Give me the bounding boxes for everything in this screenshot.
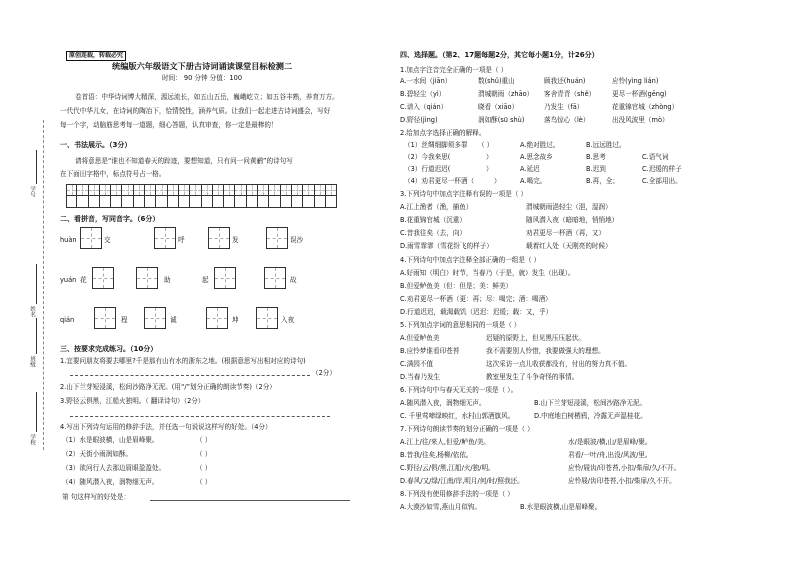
answer-box[interactable]	[208, 227, 230, 249]
s4-q2-1-a[interactable]: A.绝对胜过。	[520, 141, 560, 149]
s4-q6-a[interactable]: A.随风潜入夜，润物细无声。	[400, 399, 486, 407]
s4-q5-a-2: 迟疑的原野上，但见黑压压起伏。	[486, 334, 585, 342]
answer-box[interactable]	[214, 267, 236, 289]
s4-q2-2-paren[interactable]: ）	[486, 153, 493, 161]
student-id-label: 学号	[29, 186, 35, 198]
s4-q8-a[interactable]: A.大漠沙如雪,燕山月似钩。	[400, 503, 482, 511]
s3-q4-answer-2[interactable]: （ ）	[196, 450, 212, 458]
s4-q1-a-2: 数(shǔ)重山	[478, 77, 515, 85]
answer-box[interactable]	[144, 307, 166, 329]
s4-q6-b[interactable]: B.山下兰芽短浸溪，松间沙路净无泥。	[534, 399, 647, 407]
s4-q3-b-2: 随风潜入夜（暗暗地，悄悄地）	[526, 216, 619, 224]
section-4-title: 四、选择题。（第2、17题每题2分，其它每小题1分，计26分）	[400, 51, 599, 59]
school-line	[36, 392, 37, 432]
s4-q2-3-c[interactable]: C.迟缓的样子	[642, 165, 682, 173]
s4-q7-b-1[interactable]: B.昔我/往矣,杨柳/依依。	[400, 451, 473, 459]
s3-q4-item-2: （2）天街小雨润如酥。	[62, 450, 133, 458]
s4-q7-a-1[interactable]: A.江上/往/来人,但爱/鲈鱼/美。	[400, 438, 491, 446]
s4-q3-c-1[interactable]: C.昔我往矣（去，向）	[400, 229, 467, 237]
s3-answer-line-3[interactable]	[70, 416, 330, 417]
s4-q5-a-1[interactable]: A.但爱鲈鱼美	[400, 334, 440, 342]
s4-q2-3-paren[interactable]: ）	[486, 165, 493, 173]
s3-question-4: 4.写出下列诗句运用的修辞手法，并任选一句说说这样写的好处。（4分）	[60, 423, 272, 431]
intro-line-3: 每一个字，动脑筋思考每一道题，细心答题，认真审查，你一定是最棒的！	[60, 121, 278, 129]
s4-q4-b[interactable]: B.但爱鲈鱼美（但：但是；美：鲜美）	[400, 282, 513, 290]
s4-q4: 4.下列诗句中加点字注释全部正确的一组是（ ）	[400, 256, 541, 264]
s4-q3-a-2: 渭城朝雨浥轻尘（浥，湿润）	[526, 203, 612, 211]
intro-line-2: 一代代中华儿女，在诗词的陶冶下，恰情悦性，涵养气质。让我们一起走进古诗词盛会，写好	[60, 107, 331, 115]
word-part: 入夜	[281, 316, 295, 324]
s4-q1-c-2: 晓看（xiāo）	[478, 103, 519, 111]
s4-q2-1-paren[interactable]: （ ）	[478, 141, 494, 149]
section-1-title: 一、书法展示。（3分）	[60, 141, 132, 149]
s4-q4-c[interactable]: C.劝君更尽一杯酒（更：再；尽：喝完；酒：喝酒）	[400, 295, 552, 303]
s4-q3-c-2: 劝君更尽一杯酒（再，又）	[526, 229, 606, 237]
s4-q5-c-2: 这次采访一点儿收获都没有，付出的努力真不值。	[486, 360, 632, 368]
s4-q1-a-3: 顾我还(huán)	[544, 77, 586, 85]
class-label: 班级	[29, 356, 35, 368]
binding-margin	[0, 0, 58, 561]
s4-q4-a[interactable]: A.好雨知（明白）时节，当春乃（于是，就）发生（出现）。	[400, 269, 575, 277]
s4-q7-d-2: 应怜屐/齿印苍苔,小扣/柴扉/久不开。	[568, 477, 676, 485]
s4-q3: 3.下列诗句中加点字注释有误的一项是（ ）	[400, 190, 528, 198]
s4-q7: 7.下列诗句朗读节奏的划分正确的一项是（ ）	[400, 425, 534, 433]
word-part: 坤	[232, 316, 239, 324]
s4-q8-b[interactable]: B.水是眼波横,山是眉峰聚。	[520, 503, 602, 511]
pinyin-yuan: yuán	[60, 276, 77, 284]
s4-q2: 2.给加点字选择正确的解释。	[400, 129, 486, 137]
answer-box[interactable]	[92, 267, 114, 289]
s4-q3-d-1[interactable]: D.雨雪霏霏（雪花纷飞的样子）	[400, 242, 493, 250]
s3-question-1: 1.宜要问朋友将要去哪里?千是那有山有水的浙东之地。(根据意思写出相对应的诗句)	[60, 357, 306, 365]
s3-answer-line-1[interactable]	[70, 375, 310, 376]
s4-q3-a-1[interactable]: A.江上渔者（渔，捕鱼）	[400, 203, 473, 211]
s4-q1-a-4: 应怜(yìng lián)	[612, 77, 659, 85]
s4-q5-b-2: 我不需要别人怜惜，我要做强大的理想。	[486, 347, 605, 355]
s4-q1-d-4: 出没风波里（mò）	[612, 116, 669, 124]
answer-box[interactable]	[264, 267, 286, 289]
s4-q3-d-2: 载着红人处（天刚亮的时候）	[526, 242, 612, 250]
class-line	[36, 318, 37, 354]
section-1-question-line-1: 请将意思是“谁也不知道春天的踪迹，要想知道，只有问一问黄鹂”的诗句写	[75, 157, 293, 165]
answer-box[interactable]	[80, 227, 102, 249]
s4-q5-c-1[interactable]: C.满园不值	[400, 360, 434, 368]
s3-q4-answer-4[interactable]: （ ）	[196, 478, 212, 486]
s4-q7-d-1[interactable]: D.春风/又/绿/江南/岸,明月/何/时/照我还。	[400, 477, 524, 485]
s4-q1-d-3: 落鸟惊心（lè）	[544, 116, 590, 124]
s3-question-2: 2.山下兰芽短浸溪，松间沙路净无泥。(用“/”划分正确的朗读节奏)（2分）	[60, 383, 276, 391]
s4-q8: 8.下列没有使用修辞手法的一项是（ ）	[400, 490, 514, 498]
answer-box[interactable]	[266, 227, 288, 249]
s4-q6: 6.下列诗句中与春天无关的一项是（ ）。	[400, 386, 518, 394]
writing-grid[interactable]	[66, 184, 337, 196]
s4-q1-c-3: 乃发生（fā）	[544, 103, 584, 111]
school-label: 学校	[29, 434, 35, 446]
word-part: 诚	[170, 316, 177, 324]
word-part: 花	[80, 276, 87, 284]
word-part: 发	[232, 236, 239, 244]
s4-q1-c-1[interactable]: C.谱入（qián）	[400, 103, 448, 111]
s4-q2-1-b[interactable]: B.远远胜过。	[586, 141, 626, 149]
s4-q6-d[interactable]: D.中庭地白树栖鸦，冷露无声湿桂花。	[534, 412, 647, 420]
s4-q1-b-4: 更尽一杯酒(gēng)	[612, 90, 667, 98]
name-label: 姓名	[29, 306, 35, 318]
answer-box[interactable]	[136, 267, 158, 289]
s4-q2-3: （3）行道迟迟(	[404, 165, 451, 173]
word-part: 误沙	[290, 236, 304, 244]
pinyin-qian: qián	[60, 316, 75, 324]
s3-q4-answer-3[interactable]: （ ）	[196, 464, 212, 472]
s4-q2-3-b[interactable]: B.迟到	[586, 165, 606, 173]
s4-q2-2-b[interactable]: B.思考	[586, 153, 606, 161]
s3-q4-benefit-line[interactable]	[150, 500, 350, 501]
answer-box[interactable]	[154, 227, 176, 249]
s4-q5-d-2: 教室里发生了斗争奇怪的事情。	[486, 373, 579, 381]
s4-q1-a-1[interactable]: A.一水间（jiān）	[400, 77, 452, 85]
s3-question-3: 3.野径云俱黑，江船火独明。（ 翻译诗句）（2分）	[60, 397, 205, 405]
s4-q2-4-paren[interactable]: ）	[494, 177, 501, 185]
s4-q7-c-1[interactable]: C.野径/云/俱/黑,江船/火/独/明。	[400, 464, 495, 472]
s4-q1-d-2: 润如酥(sū shù)	[478, 116, 525, 124]
word-part: 呼	[178, 236, 185, 244]
s4-q7-c-2: 应怜/屐齿/印苍苔,小扣/柴扉/久/不开。	[568, 464, 681, 472]
s4-q5-d-1[interactable]: D.当春乃发生	[400, 373, 441, 381]
answer-box[interactable]	[206, 307, 228, 329]
s4-q2-1: （1）丝绸细脚须多罪	[404, 141, 468, 149]
word-part: 起	[202, 276, 209, 284]
s3-q4-item-3: （3）欲问行人去那边眉眼盈盈处。	[62, 464, 166, 472]
s3-q1-score: （2分）	[312, 369, 336, 377]
name-line	[36, 264, 37, 304]
s4-q1-b-1[interactable]: B.碧轻尘（yì）	[400, 90, 446, 98]
intro-line-1: 卷首语：中华诗词博大精深，源远流长，如五山五岳，巍峨屹立；如五谷丰熟，养育万方。	[75, 93, 339, 101]
s4-q2-4-a[interactable]: A.喝完。	[520, 177, 547, 185]
s4-q1-b-3: 客舍青青（shě）	[544, 90, 596, 98]
pinyin-huan: huàn	[60, 236, 77, 244]
s4-q5-b-1[interactable]: B.应怜梦谁看印苍苔	[400, 347, 460, 355]
s4-q5: 5.下列加点字词的意思相同的一项是（ ）	[400, 321, 521, 329]
copyright-stamp: 原创连载，转载必究	[66, 51, 126, 61]
answer-box[interactable]	[94, 307, 116, 329]
word-part: 程	[121, 316, 128, 324]
s4-q2-2-a[interactable]: A.思念故乡	[520, 153, 553, 161]
s4-q1-b-2: 渭城朝雨（zhāo）	[478, 90, 534, 98]
s4-q1: 1.加点字注音完全正确的一项是（ ）	[400, 66, 508, 74]
section-2-title: 二、看拼音，写同音字。（6分）	[60, 215, 160, 223]
s4-q6-c[interactable]: C. 千里莺啼绿映红，水村山郭酒旗风。	[400, 412, 515, 420]
answer-box[interactable]	[256, 307, 278, 329]
s3-q4-item-4: （4）随风潜入夜，润物细无声。	[62, 478, 159, 486]
s4-q2-4-b[interactable]: B.再，全；	[586, 177, 619, 185]
s4-q4-d[interactable]: D.行道迟迟，载渴载饥（迟迟：迟缓；载：又，乎）	[400, 308, 553, 316]
student-id-line	[36, 150, 37, 184]
word-part: 助	[164, 276, 171, 284]
exam-meta: 时间： 90 分钟 分值：100	[162, 74, 243, 82]
s3-q4-answer-1[interactable]: （ ）	[196, 436, 212, 444]
s4-q2-3-a[interactable]: A.延迟	[520, 165, 540, 173]
s4-q2-4-c[interactable]: C.全部用出。	[642, 177, 682, 185]
s4-q1-c-4: 花重锦官城（zhòng）	[612, 103, 679, 111]
cut-line	[43, 120, 44, 450]
s4-q7-a-2: 水/是眼波/横,山/是眉峰/聚。	[568, 438, 652, 446]
s4-q1-d-1[interactable]: D.野径(jìng)	[400, 116, 438, 124]
word-part: 故	[290, 276, 297, 284]
word-part: 交	[104, 236, 111, 244]
s4-q2-2: （2）今我来思(	[404, 153, 451, 161]
s4-q2-4: （4）劝君更尽一杯酒（	[404, 177, 475, 185]
s4-q3-b-1[interactable]: B.花重锦官城（沉重）	[400, 216, 466, 224]
s3-q4-benefit-label: 第 句这样写的好处是：	[62, 493, 131, 501]
section-1-question-line-2: 在下面田字格中，标点符号占一格。	[60, 170, 166, 178]
section-3-title: 三、按要求完成练习。（10分）	[60, 345, 158, 353]
s4-q2-2-c[interactable]: C.语气词	[642, 153, 669, 161]
page-title: 统编版六年级语文下册古诗词诵读课堂目标检测二	[112, 61, 293, 71]
s3-q4-item-1: （1）水是眼波横，山是眉峰聚。	[62, 436, 159, 444]
s4-q7-b-2: 君看/一叶/舟,出没/风波/里。	[568, 451, 652, 459]
writing-grid-row-2[interactable]	[66, 196, 337, 208]
